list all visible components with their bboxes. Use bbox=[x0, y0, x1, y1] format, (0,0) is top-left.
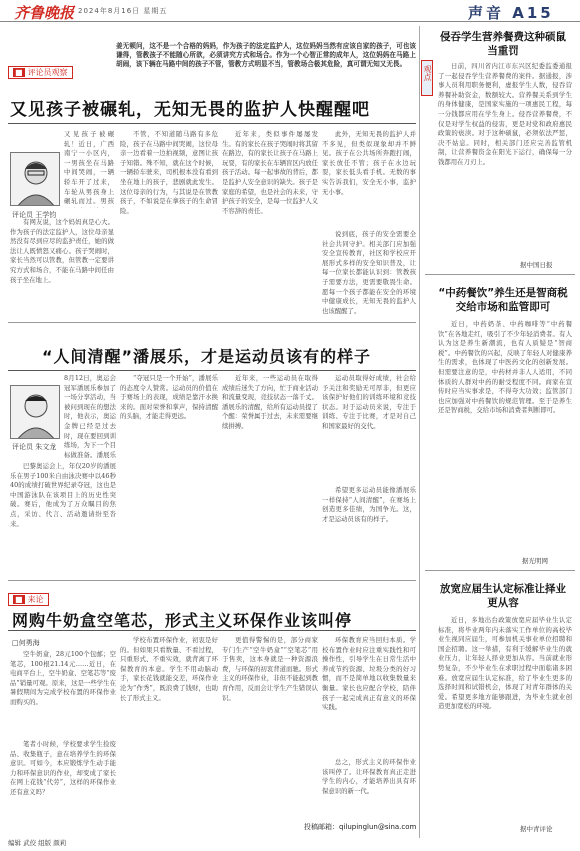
opinion-tag: ■ 评论员观察 bbox=[8, 60, 73, 79]
submission-email: 投稿邮箱：qilupinglun@sina.com bbox=[304, 823, 417, 831]
newspaper-logo: 齐鲁晚报 bbox=[14, 4, 75, 22]
article1-col4-end: 说到底，孩子的安全需要全社会共同守护。相关部门应加强安全宣传教育，社区和学校应开展形式多样的安全知识普及，让每一位家长都能认识到：管教孩子需要方法，更需要敬畏生命。愿每一个孩子都能在安全的环境中健康成长，无知无畏的监护人也该醒醒了。 bbox=[322, 230, 416, 315]
sidebar-credit-1: 据中国日报 bbox=[520, 261, 553, 269]
sidebar-text-1: 日前，四川省内江市东兴区纪委监委通报了一起侵吞学生营养餐费的案件。据通报，涉事人员利用职务便利，虚报学生人数，侵吞营养餐补助资金，数额较大。营养餐关系到学生的身体健康，是国家实施的一项惠民工程，每一分钱都应用在学生身上。侵吞营养餐费，不仅是对学生权益的侵害，更是对党和政府惠民政策的亵渎。对于这种硕鼠，必须依法严惩，决不姑息。同时，相关部门还应完善监管机制，让营养餐资金在阳光下运行，确保每一分钱都用在刀刃上。 bbox=[438, 62, 572, 166]
sidebar-text-3: 近日，多地出台政策放宽应届毕业生认定标准，将毕业两年内未落实工作单位的高校毕业生视同应届生，可参加机关事业单位招聘和国企招聘。这一举措，有利于缓解毕业生的就业压力，让年轻人择业更加从容。当前就业形势复杂，不少毕业生在求职过程中面临诸多困难。放宽应届生认定标准，给了毕业生更多的选择时间和试错机会，体现了对青年群体的关爱。希望更多地方能够跟进，为毕业生就业创造更加宽松的环境。 bbox=[438, 616, 572, 711]
issue-date: 2024年8月16日 星期五 bbox=[78, 7, 168, 15]
viewpoint-tag: 观点 bbox=[421, 60, 433, 96]
article2-col1-a: 8月12日，奥运会冠军潘展乐参加了一场分享活动，当被问到现在的想法时，他表示，奥运金牌已经是过去时，现在要回到训练场，为下一个目标做准备。潘展乐 bbox=[64, 374, 116, 458]
article3-col4-end: 总之，形式主义的环保作业该叫停了。让环保教育真正走进学生的内心，才能培养出具有环保意识的新一代。 bbox=[322, 758, 416, 795]
footer bbox=[8, 838, 66, 847]
article3-col4: 环保教育应当回归本质。学校布置作业时应注重实践性和可操作性，引导学生在日常生活中养成节约资源、垃圾分类的好习惯，而不是简单地以收集数量来衡量。家长也应配合学校，陪伴孩子一起完成真正有意义的环保实践。 bbox=[322, 636, 416, 712]
headline-2: “人间清醒”潘展乐，才是运动员该有的样子 bbox=[42, 347, 372, 366]
sidebar-credit-3: 据中青评论 bbox=[520, 825, 553, 833]
headline-3: 网购牛奶盒空笔芯，形式主义环保作业该叫停 bbox=[12, 611, 353, 630]
article3-col3: 更值得警惕的是，部分商家专门生产“空牛奶盒”“空笔芯”用于售卖，这本身就是一种资源浪费，与环保的初衷背道而驰。形式主义的环保作业，非但不能起到教育作用，反而会让学生产生错误认识。 bbox=[222, 636, 318, 702]
lead-quote: 姜无顿问，这不是一个合格的妈妈，作为孩子的法定监护人，这位妈妈当然有应该自家的孩子，可也该谦得，管教孩子不能随心所欲，必须讲究方式和场合。作为一个心智正常的成年人，这位妈妈在马路上胡闹，该下辆在马路中间的孩子不管，管教方式明显不当，管教场合极其危险，真可谓无知又无畏。 bbox=[116, 42, 416, 68]
editor-credit: 编辑 武佼 组版 颜莉 bbox=[8, 839, 67, 847]
person-icon bbox=[11, 386, 60, 439]
article3-col1-b: 笔者小时候，学校要求学生捡废品、收集瓶子，意在培养学生的环保意识。可如今，本应锻炼学生动手能力和环保意识的作业，却变成了家长在网上花钱“代劳”，这样的环保作业还有意义吗？ bbox=[10, 740, 116, 796]
article1-col4: 此外，无知无畏的监护人并不多见，但类似现象却并不鲜见。孩子在公共场所奔跑打闹，家长放任不管；孩子在水边玩耍，家长低头看手机。无数的事实告诉我们，安全无小事，监护无小事。 bbox=[322, 130, 416, 196]
article1-col2: 不管，不知道随马路有多危险，孩子在马路中间哭闹，这位母亲一边看着一边拍视频，意图让孩子知错。殊不知，就在这个时候，一辆轿车驶来，司机根本没有看到坐在地上的孩子，悲剧就此发生。这位母亲的行为，与其说是在管教孩子，不如说是在拿孩子的生命冒险。 bbox=[120, 130, 218, 215]
section-title: 声音 A15 bbox=[468, 4, 554, 22]
article2-col4: 运动员取得好成绩，社会给予关注和奖励无可厚非，但更应该保护好他们的训练环境和竞技状态。对于运动员来说，专注于训练、专注于比赛，才是对自己和国家最好的交代。 bbox=[322, 374, 416, 430]
author-label-1: 评论员 王学钧 bbox=[12, 211, 57, 219]
author-label-3: □何勇海 bbox=[12, 639, 40, 647]
author-label-2: 评论员 朱文龙 bbox=[12, 443, 57, 451]
article3-col1: 空牛奶盒，28元100个包邮；空笔芯，100根21.14元……近日，在电商平台上，空牛奶盒、空笔芯等“废品”销量可观。原来，这是一些学生在暑假期间为完成学校布置的环保作业而购买的。 bbox=[10, 650, 116, 706]
article2-col4-end: 希望更多运动员能像潘展乐一样保持“人间清醒”，在赛场上创造更多佳绩，为国争光。这，才是运动员该有的样子。 bbox=[322, 486, 416, 523]
article1-col3: 近年来，类似事件屡屡发生。有的家长在孩子哭闹时将其留在路边，有的家长让孩子在马路上玩耍，有的家长在车辆盲区内放任孩子活动。每一起事故的背后，都是监护人安全意识的缺失。孩子是家庭的希望，也是社会的未来，守护孩子的安全，是每一位监护人义不容辞的责任。 bbox=[222, 130, 318, 215]
sidebar-text-2: 近日，中药奶茶、中药咖啡等“中药餐饮”在各地走红，吸引了不少年轻消费者。有人认为这是养生新潮流，也有人质疑是“智商税”。中药餐饮的兴起，反映了年轻人对健康养生的需求，也体现了中医药文化的创新发展。但需要注意的是，中药材并非人人适用，不同体质的人群对中药的耐受程度不同。商家在宣传时应当实事求是，不得夸大功效；监管部门也应加强对中药餐饮的规范管理。至于是养生还是智商税，交给市场和消费者判断即可。 bbox=[438, 320, 572, 415]
article1-col1-b: 有网友说，这个妈妈真是心大。作为孩子的法定监护人，这位母亲显然没有尽到应尽的监护责任，她的做法让人既愤怒又痛心。孩子哭闹时，家长当然可以管教，但管教一定要讲究方式和场合，不能在马路中间任由孩子坐在地上。 bbox=[10, 218, 114, 284]
article2-col1-b: 巴黎奥运会上，年仅20岁的潘展乐在男子100米自由泳决赛中以46秒40的成绩打破世界纪录夺冠，这也是中国游泳队在该项目上的历史性突破。赛后，他成为了万众瞩目的焦点，采访、代言、活动邀请纷至沓来。 bbox=[10, 462, 116, 528]
article1-col1-a: 又见孩子被碾轧！近日，广西南宁一小区内，一男孩坐在马路中间哭闹，一辆轿车开了过来，车轮从男孩身上碾轧而过。男孩 bbox=[64, 130, 114, 206]
article3-col2: 学校布置环保作业，初衷是好的。但如果只看数量、不看过程，只重形式、不重实效，就背离了环保教育的本意。学生不用动脑动手，家长花钱就能交差，环保作业沦为“作秀”，既浪费了钱财，也助长了形式主义。 bbox=[120, 636, 218, 702]
masthead bbox=[0, 0, 580, 22]
author-portrait bbox=[10, 152, 60, 206]
sidebar-title-2: “中药餐饮”养生还是智商税交给市场和监管即可 bbox=[438, 287, 568, 313]
person-icon bbox=[11, 153, 60, 206]
sidebar-title-1: 侵吞学生营养餐费这种硕鼠当重罚 bbox=[440, 31, 566, 57]
author-portrait-2 bbox=[10, 385, 60, 439]
headline-1: 又见孩子被碾轧，无知无畏的监护人快醒醒吧 bbox=[10, 100, 370, 120]
sidebar-credit-2: 据光明网 bbox=[522, 557, 548, 565]
contribution-tag: ■ 来论 bbox=[8, 587, 49, 606]
article2-col3: 近年来，一些运动员在取得成绩后迷失了方向，忙于商业活动和流量变现，竞技状态一落千丈。潘展乐的清醒，给所有运动员提了个醒：荣誉属于过去，未来需要继续拼搏。 bbox=[222, 374, 318, 430]
sidebar-title-3: 放宽应届生认定标准让择业更从容 bbox=[440, 583, 566, 609]
article2-col2: “夺冠只是一个开始”，潘展乐的态度令人赞赏。运动员的价值在于赛场上的表现，成绩是靠汗水换来的。面对荣誉和掌声，保持清醒的头脑，才能走得更远。 bbox=[120, 374, 218, 421]
